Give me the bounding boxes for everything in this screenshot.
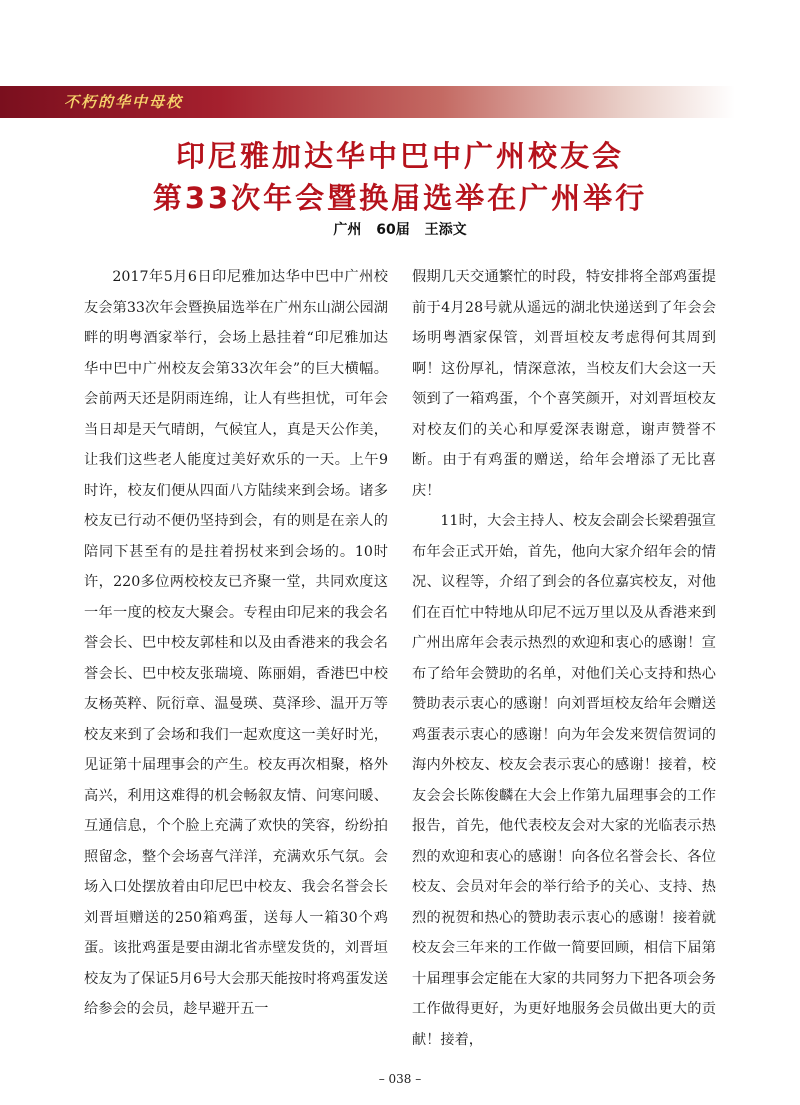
paragraph: 11时，大会主持人、校友会副会长梁碧强宣布年会正式开始，首先，他向大家介绍年会的情况、议程等，介绍了到会的各位嘉宾校友，对他们在百忙中特地从印尼不远万里以及从香港来到广州出席年会表示热烈的欢迎和衷心的感谢！宣布了给年会赞助的名单，对他们关心支持和热心赞助表示衷心的感谢！向刘晋垣校友给年会赠送鸡蛋表示衷心的感谢！向为年会发来贺信贺词的海内外校友、校友会表示衷心的感谢！接着，校友会会长陈俊麟在大会上作第九届理事会的工作报告，首先，他代表校友会对大家的光临表示热烈的欢迎和衷心的感谢！向各位名誉会长、各位校友、会员对年会的举行给予的关心、支持、热烈的祝贺和热心的赞助表示衷心的感谢！接着就校友会三年来的工作做一简要回顾，相信下届第十届理事会定能在大家的共同努力下把各项会务工作做得更好，为更好地服务会员做出更大的贡献！接着， [412,513,716,1048]
left-column [84,262,388,1025]
article-title-line-1: 印尼雅加达华中巴中广州校友会 [175,139,624,173]
banner-text: 不朽的华中母校 [64,93,184,111]
paragraph-continuation: 假期几天交通繁忙的时段，特安排将全部鸡蛋提前于4月28号就从遥远的湖北快递送到了年会会场明粤酒家保管，刘晋垣校友考虑得何其周到啊！这份厚礼，情深意浓，当校友们大会这一天领到了一箱鸡蛋，个个喜笑颜开，对刘晋垣校友对校友们的关心和厚爱深表谢意，谢声赞誉不断。由于有鸡蛋的赠送，给年会增添了无比喜庆！ [412,269,716,499]
right-column [412,262,716,1055]
section-banner [0,86,735,118]
article-title-line-2: 第33次年会暨换届选举在广州举行 [152,181,648,215]
article-byline: 广州 60届 王添文 [333,222,467,238]
page-number: – 038 – [378,1072,422,1086]
paragraph: 2017年5月6日印尼雅加达华中巴中广州校友会第33次年会暨换届选举在广州东山湖公园湖畔的明粤酒家举行，会场上悬挂着“印尼雅加达华中巴中广州校友会第33次年会”的巨大横幅。会前两天还是阴雨连绵，让人有些担忧，可年会当日却是天气晴朗，气候宜人，真是天公作美，让我们这些老人能度过美好欢乐的一天。上午9时许，校友们便从四面八方陆续来到会场。诸多校友已行动不便仍坚持到会，有的则是在亲人的陪同下甚至有的是拄着拐杖来到会场的。10时许，220多位两校校友已齐聚一堂，共同欢度这一年一度的校友大聚会。专程由印尼来的我会名誉会长、巴中校友郭桂和以及由香港来的我会名誉会长、巴中校友张瑞境、陈丽娟，香港巴中校友杨英粹、阮衍章、温曼瑛、莫泽珍、温开万等校友来到了会场和我们一起欢度这一美好时光，见证第十届理事会的产生。校友再次相聚，格外高兴，利用这难得的机会畅叙友情、问寒问暖、互通信息，个个脸上充满了欢快的笑容，纷纷拍照留念，整个会场喜气洋洋，充满欢乐气氛。会场入口处摆放着由印尼巴中校友、我会名誉会长刘晋垣赠送的250箱鸡蛋，送每人一箱30个鸡蛋。该批鸡蛋是要由湖北省赤壁发货的，刘晋垣校友为了保证5月6号大会那天能按时将鸡蛋发送给参会的会员，趁早避开五一 [84,269,388,1017]
